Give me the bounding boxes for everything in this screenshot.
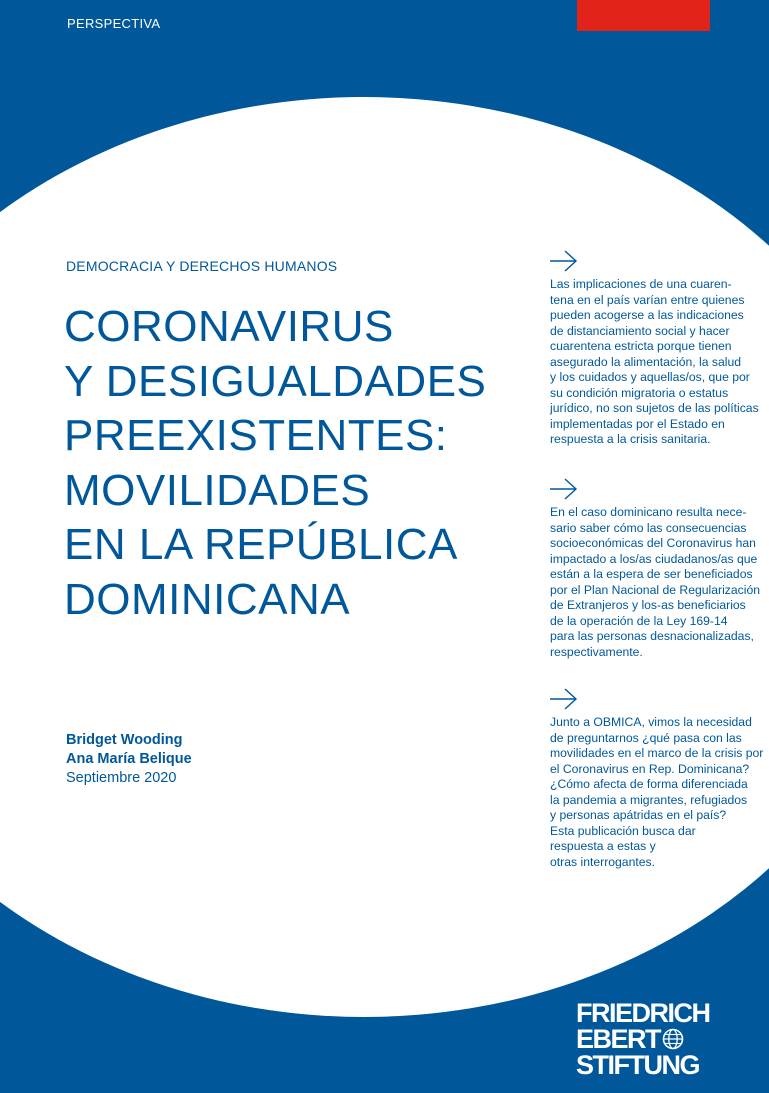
- logo-line: FRIEDRICH: [576, 998, 710, 1028]
- summary-block: [550, 477, 769, 660]
- summary-line: En el caso dominicano resulta nece-: [550, 505, 747, 519]
- summary-line: socioeconómicas del Coronavirus han: [550, 536, 756, 550]
- summary-line: respectivamente.: [550, 644, 643, 659]
- summary-line: su condición migratoria o estatus: [550, 385, 729, 400]
- arrow-right-icon: [549, 687, 579, 711]
- summary-line: tena en el país varían entre quienes: [550, 292, 745, 307]
- summary-line: movilidades en el marco de la crisis por: [550, 746, 764, 760]
- summary-line: Junto a OBMICA, vimos la necesidad: [550, 715, 752, 729]
- arrow-right-icon: [549, 477, 579, 501]
- summary-line: respuesta a estas y: [550, 839, 656, 853]
- summary-line: ¿Cómo afecta de forma diferenciada: [550, 777, 748, 791]
- summary-line: por el Plan Nacional de Regularización: [550, 582, 761, 597]
- summary-line: de distanciamiento social y hacer: [550, 323, 730, 338]
- summary-line: impactado a los/as ciudadanos/as que: [550, 551, 758, 566]
- publication-date: Septiembre 2020: [66, 770, 177, 786]
- summary-line: de la operación de la Ley 169-14: [550, 613, 728, 628]
- summary-line: están a la espera de ser beneficiados: [550, 567, 753, 581]
- summary-text: [550, 505, 769, 660]
- summary-line: de preguntarnos ¿qué pasa con las: [550, 730, 742, 745]
- summary-line: y personas apátridas en el país?: [550, 808, 727, 822]
- title-line: CORONAVIRUS: [64, 302, 394, 351]
- author-block: [66, 731, 192, 788]
- title-line: MOVILIDADES: [64, 465, 371, 515]
- summary-line: implementadas por el Estado en: [550, 416, 725, 431]
- summary-line: respuesta a la crisis sanitaria.: [550, 432, 711, 446]
- logo-line: STIFTUNG: [576, 1050, 699, 1080]
- category-label: DEMOCRACIA Y DERECHOS HUMANOS: [66, 258, 338, 274]
- summary-line: de Extranjeros y los-as beneficiarios: [550, 598, 746, 612]
- fes-logo: [576, 1000, 710, 1078]
- logo-line-ebert: [576, 1026, 710, 1052]
- summary-line: asegurado la alimentación, la salud: [550, 354, 742, 369]
- summary-line: Las implicaciones de una cuaren-: [550, 277, 732, 291]
- accent-bar: [577, 0, 710, 31]
- summary-line: Esta publicación busca dar: [550, 823, 696, 838]
- summary-line: jurídico, no son sujetos de las políticas: [550, 401, 759, 415]
- summary-line: la pandemia a migrantes, refugiados: [550, 792, 748, 807]
- title-line: Y DESIGUALDADES: [64, 356, 487, 406]
- summary-text: [550, 277, 769, 448]
- summary-line: el Coronavirus en Rep. Dominicana?: [550, 761, 750, 776]
- title-line: DOMINICANA: [64, 574, 351, 624]
- globe-icon: [662, 1028, 684, 1050]
- summary-text: [550, 715, 769, 870]
- summary-line: otras interrogantes.: [550, 854, 656, 869]
- summary-line: y los cuidados y aquellas/os, que por: [550, 370, 750, 384]
- summary-block: [550, 249, 769, 448]
- title-line: EN LA REPÚBLICA: [64, 520, 458, 569]
- title-line: PREEXISTENTES:: [64, 411, 448, 460]
- series-label: PERSPECTIVA: [67, 16, 161, 31]
- summary-block: [550, 687, 769, 870]
- logo-line: EBERT: [576, 1024, 661, 1054]
- summary-line: cuarentena estricta porque tienen: [550, 339, 732, 353]
- author-name: Bridget Wooding: [66, 732, 183, 748]
- author-name: Ana María Belique: [66, 751, 192, 767]
- arrow-right-icon: [549, 249, 579, 273]
- summary-line: sario saber cómo las consecuencias: [550, 520, 747, 535]
- summary-line: pueden acogerse a las indicaciones: [550, 308, 744, 322]
- document-title: [64, 300, 524, 627]
- summary-line: para las personas desnacionalizadas,: [550, 629, 754, 643]
